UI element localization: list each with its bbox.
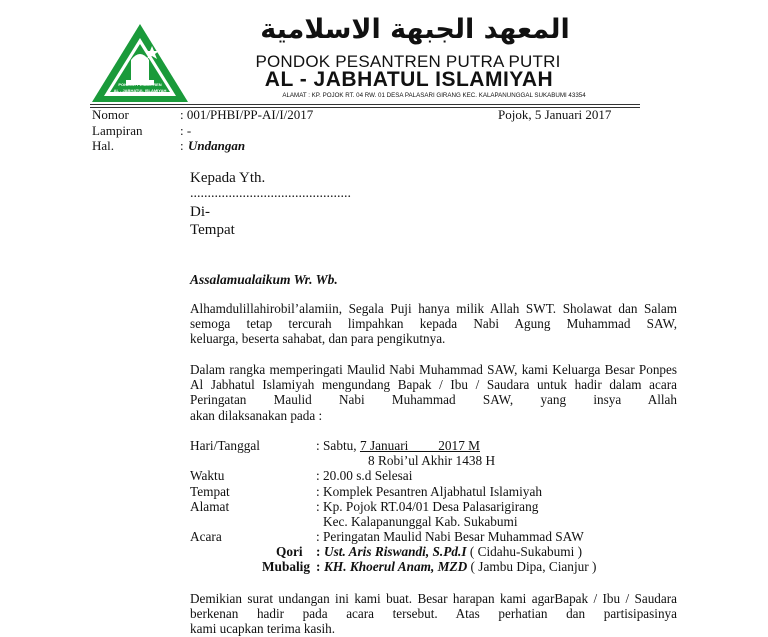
paragraph-opening-last: keluarga, beserta sahabat, dan para pengikutnya. [190, 331, 446, 347]
place-date: Pojok, 5 Januari 2017 [498, 107, 612, 122]
lampiran-label: Lampiran [92, 123, 143, 138]
hari-label: Hari/Tanggal [190, 438, 260, 453]
paragraph-opening [190, 301, 677, 347]
paragraph-invitation-last: akan dilaksanakan pada : [190, 407, 323, 423]
waktu-value: : 20.00 s.d Selesai [316, 468, 413, 483]
alamat-label: Alamat [190, 499, 230, 514]
alamat-value-line2: Kec. Kalapanunggal Kab. Sukabumi [323, 514, 518, 529]
paragraph-invitation-text: Dalam rangka memperingati Maulid Nabi Muhammad SAW, kami Keluarga Besar Ponpes Al Jabhatul Islamiyah mengundang Bapak / Ibu / Saudara untuk hadir dalam acara Peringatan Maulid Nabi Muhammad SAW, yang insya Allah [190, 362, 677, 408]
hari-prefix: : Sabtu, [316, 438, 360, 453]
paragraph-closing-last: kami ucapkan terima kasih. [190, 621, 336, 637]
hari-value [316, 438, 480, 454]
mubalig-origin: ( Jambu Dipa, Cianjur ) [467, 559, 597, 574]
acara-value: : Peringatan Maulid Nabi Besar Muhammad SAW [316, 529, 584, 544]
school-title-line2: AL - JABHATUL ISLAMIYAH [264, 68, 554, 91]
hal-value: Undangan [188, 138, 246, 153]
school-address: ALAMAT : KP. POJOK RT. 04 RW. 01 DESA PALASARI GIRANG KEC. KALAPANUNGGAL SUKABUMI 43354 [282, 92, 586, 99]
qori-origin: ( Cidahu-Sukabumi ) [466, 544, 583, 559]
logo-caption-top: PONDOK PESANTREN [118, 82, 162, 87]
mubalig-value [324, 559, 596, 575]
mubalig-name: KH. Khoerul Anam, MZD [324, 559, 468, 574]
greeting: Assalamualaikum Wr. Wb. [190, 272, 338, 287]
nomor-label: Nomor [92, 107, 129, 122]
logo-caption-bottom: AL - JABHATUL ISLAMIYAH [113, 88, 167, 93]
alamat-value-line1: : Kp. Pojok RT.04/01 Desa Palasarigirang [316, 499, 539, 514]
tempat-value: : Komplek Pesantren Aljabhatul Islamiyah [316, 484, 543, 499]
qori-label: Qori [276, 544, 303, 559]
tempat-label: Tempat [190, 484, 230, 499]
letterhead-divider [90, 104, 640, 105]
paragraph-opening-text: Alhamdulillahirobil’alamiin, Segala Puji hanya milik Allah SWT. Sholawat dan Salam semoga tetap tercurah limpahkan kepada Nabi Agung Muhammad SAW, [190, 301, 677, 332]
recipient-to: Kepada Yth. [190, 170, 266, 186]
hal-colon: : [180, 138, 184, 153]
school-title-line1: PONDOK PESANTREN PUTRA PUTRI [255, 52, 561, 71]
recipient-di: Di- [190, 204, 210, 220]
recipient-tempat: Tempat [190, 222, 235, 238]
recipient-dots: .............................................. [190, 186, 351, 201]
mubalig-colon: : [316, 559, 321, 574]
nomor-value: : 001/PHBI/PP-AI/I/2017 [180, 107, 314, 122]
qori-colon: : [316, 544, 321, 559]
qori-value [324, 544, 582, 560]
arabic-name: المعهد الجبهة الاسلامية [260, 14, 570, 45]
hal-label: Hal. [92, 138, 115, 153]
paragraph-closing-text: Demikian surat undangan ini kami buat. Besar harapan kami agarBapak / Ibu / Saudara berkenan hadir pada acara tersebut. Atas perhatian dan partisipasinya [190, 591, 677, 622]
acara-label: Acara [190, 529, 222, 544]
qori-name: Ust. Aris Riswandi, S.Pd.I [324, 544, 467, 559]
hijri-date: 8 Robi’ul Akhir 1438 H [368, 453, 496, 468]
paragraph-invitation [190, 362, 677, 423]
waktu-label: Waktu [190, 468, 225, 483]
pesantren-logo [90, 22, 190, 104]
hari-date: 7 Januari 2017 M [359, 438, 480, 453]
lampiran-value: : - [180, 123, 192, 138]
mubalig-label: Mubalig [262, 559, 311, 574]
